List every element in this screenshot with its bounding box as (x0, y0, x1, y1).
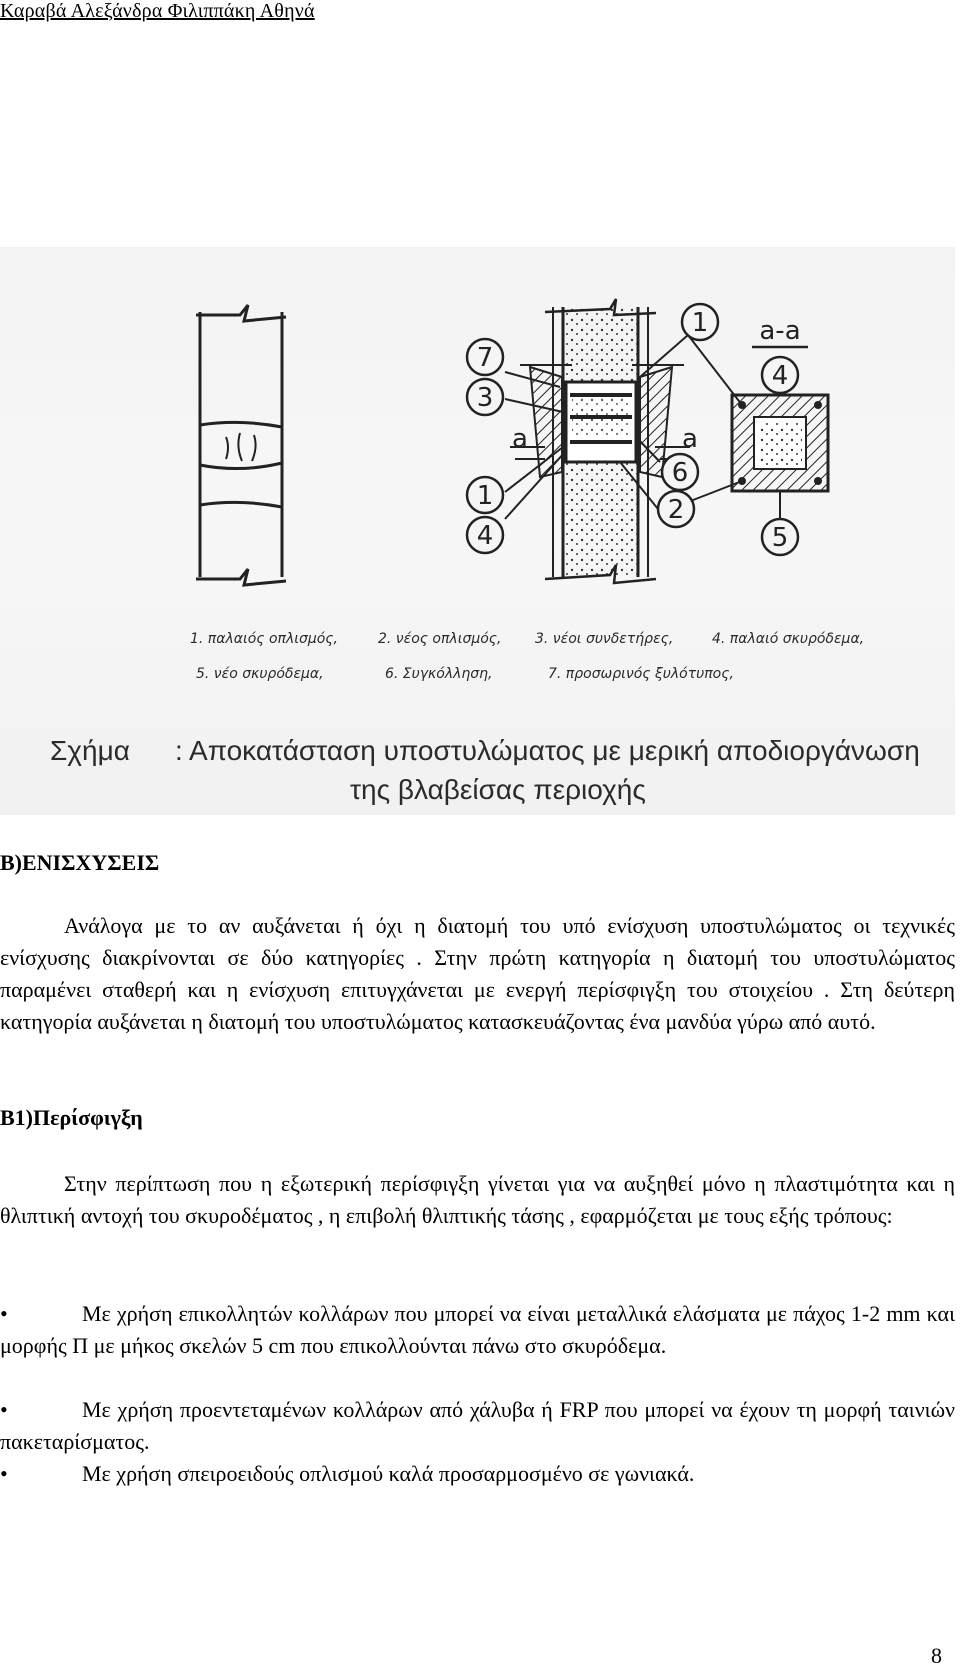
page-header-authors: Καραβά Αλεξάνδρα Φιλιππάκη Αθηνά (0, 0, 315, 22)
marker-4-right (762, 357, 798, 393)
marker-6 (662, 454, 698, 490)
figure-caption (50, 735, 950, 767)
legend-item-4: 4. παλαιό σκυρόδεμα, (712, 631, 865, 647)
marker-3 (467, 379, 503, 415)
section-b1-paragraph: Στην περίπτωση που η εξωτερική περίσφιγξη γίνεται για να αυξηθεί μόνο η πλαστιμότητα και η θλιπτική αντοχή του σκυροδέματος , η επιβολή θλιπτικής τάσης , εφαρμόζεται με τους εξής τρόπους: (0, 1171, 955, 1228)
marker-a-a (752, 316, 808, 347)
marker-a-right (682, 424, 698, 454)
svg-text:4: 4 (476, 521, 494, 551)
list-item: • Με χρήση προεντεταμένων κολλάρων από χάλυβα ή FRP που μπορεί να έχουν τη μορφή ταινιών πακεταρίσματος. (0, 1394, 955, 1458)
legend-item-5: 5. νέο σκυρόδεμα, (196, 666, 324, 682)
legend-item-3: 3. νέοι συνδετήρες, (535, 631, 674, 647)
svg-text:1: 1 (691, 308, 709, 338)
legend-item-7: 7. προσωρινός ξυλότυπος, (548, 666, 734, 682)
marker-7 (467, 339, 503, 375)
marker-1-top (682, 304, 718, 340)
marker-5 (762, 519, 798, 555)
figure-caption-line2: της βλαβείσας περιοχής (350, 774, 646, 805)
list-item: • Με χρήση επικολλητών κολλάρων που μπορεί να είναι μεταλλικά ελάσματα με πάχος 1-2 mm και μορφής Π με μήκος σκελών 5 cm που επικολλούνται πάνω στο σκυρόδεμα. (0, 1298, 955, 1362)
figure-caption-text: : Αποκατάσταση υποστυλώματος με μερική αποδιοργάνωση (175, 735, 920, 766)
legend-item-6: 6. Συγκόλληση, (385, 666, 493, 682)
list-item: • Με χρήση σπειροειδούς οπλισμού καλά προσαρμοσμένο σε γωνιακά. (0, 1458, 955, 1490)
svg-text:a: a (512, 424, 528, 454)
repaired-column-section (520, 299, 684, 583)
svg-text:1: 1 (476, 481, 494, 511)
svg-text:5: 5 (771, 523, 789, 553)
bullet-icon: • (0, 1397, 8, 1422)
figure-column-repair (0, 247, 955, 815)
bullet-icon: • (0, 1461, 8, 1486)
figure-caption-label: Σχήμα (50, 735, 130, 766)
bullet-icon: • (0, 1301, 8, 1326)
marker-4-left (467, 517, 503, 553)
page-number: 8 (931, 1643, 942, 1668)
section-b-paragraph: Ανάλογα με το αν αυξάνεται ή όχι η διατομή του υπό ενίσχυση υποστυλώματος οι τεχνικές ενίσχυσης διακρίνονται σε δύο κατηγορίες . Στην πρώτη κατηγορία η διατομή του υποστυλώματος παραμένει σταθερή και η ενίσχυση επιτυγχάνεται με ενεργή περίσφιγξη του στοιχείου . Στη δεύτερη κατηγορία αυξάνεται η διατομή του υποστυλώματος κατασκευάζοντας ένα μανδύα γύρω από αυτό. (0, 913, 955, 1034)
figure-drawing (0, 247, 955, 815)
marker-a-left (512, 424, 528, 454)
marker-2 (658, 491, 694, 527)
marker-1-bottom (467, 477, 503, 513)
damaged-column (196, 305, 286, 585)
svg-text:4: 4 (771, 361, 789, 391)
svg-text:a-a: a-a (759, 316, 801, 346)
svg-text:2: 2 (667, 495, 685, 525)
svg-text:6: 6 (671, 458, 689, 488)
svg-text:7: 7 (476, 343, 494, 373)
svg-text:3: 3 (476, 383, 494, 413)
section-b1-title: Β1)Περίσφιγξη (0, 1105, 143, 1130)
legend-item-2: 2. νέος οπλισμός, (378, 631, 502, 647)
section-b-title: Β)ΕΝΙΣΧΥΣΕΙΣ (0, 850, 160, 875)
svg-text:a: a (682, 424, 698, 454)
legend-item-1: 1. παλαιός οπλισμός, (190, 631, 338, 647)
section-a-a (732, 395, 828, 491)
